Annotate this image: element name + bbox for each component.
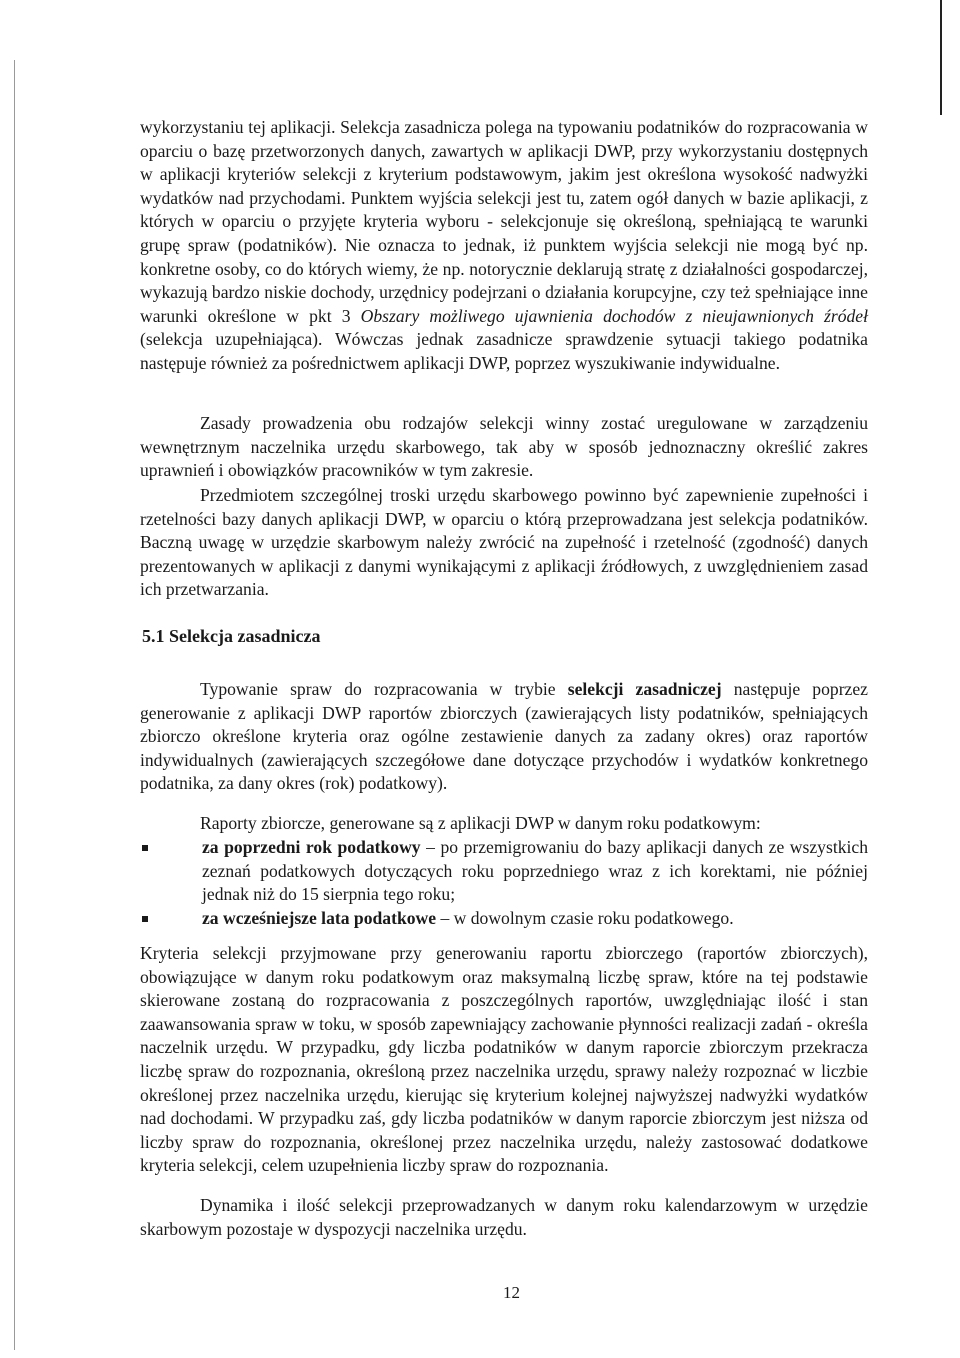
list-item — [140, 836, 868, 907]
section-heading: 5.1 Selekcja zasadnicza — [142, 626, 321, 646]
paragraph-dynamics: Dynamika i ilość selekcji przeprowadzanych w danym roku kalendarzowym w urzędzie skarbowym pozostaje w dyspozycji naczelnika urzędu. — [140, 1195, 868, 1239]
paragraph-database-integrity: Przedmiotem szczególnej troski urzędu skarbowego powinno być zapewnienie zupełności i rzetelności bazy danych aplikacji DWP, w oparciu o którą przeprowadzana jest selekcja podatników. Baczną uwagę w urzędzie skarbowym należy zwrócić na zupełność i rzetelność (zgodność) danych prezentowanych w aplikacji z danymi wynikającymi z aplikacji źródłowych, z uwzględnieniem zasad ich przetwarzania. — [140, 485, 868, 600]
bullet-icon — [142, 916, 148, 922]
list-item-text: – w dowolnym czasie roku podatkowego. — [436, 907, 734, 928]
list-item — [140, 907, 868, 931]
bullet-icon — [142, 845, 148, 851]
page-number: 12 — [503, 1283, 520, 1302]
emphasis-term: selekcji zasadniczej — [567, 679, 722, 699]
section-reference: Obszary możliwego ujawnienia dochodów z nieujawnionych źródeł — [360, 305, 868, 326]
paragraph-rules: Zasady prowadzenia obu rodzajów selekcji winny zostać uregulowane w zarządzeniu wewnętrznym naczelnika urzędu skarbowego, tak aby w sposób jednoznaczny określić zakres uprawnień i obowiązków pracowników w tym zakresie. — [140, 413, 868, 481]
paragraph-selection-intro — [140, 116, 868, 376]
paragraph-selection-criteria: Kryteria selekcji przyjmowane przy generowaniu raportu zbiorczego (raportów zbiorczych), obowiązujące w danym roku podatkowym oraz maksymalną liczbę spraw, które na tej podstawie skierowane zostaną do rozpracowania z poszczególnych raportów, uwzględniając ilość i stan zaawansowania spraw w toku, w sposób zapewniający zachowanie płynności realizacji zadań - określa naczelnik urzędu. W przypadku, gdy liczba podatników w danym raporcie zbiorczym przekracza liczbę spraw do rozpoznania, określoną przez naczelnika urzędu, sprawy należy rozpoznać w liczbie określonej przez naczelnika urzędu, kierując się kryterium kolejnej najwyższej nadwyżki wydatków nad dochodami. W przypadku zaś, gdy liczba podatników w danym raporcie zbiorczym jest niższa od liczby spraw do rozpoznania, określonej przez naczelnika urzędu, należy zastosować dodatkowe kryteria selekcji, celem uzupełnienia liczby spraw do rozpoznania. — [140, 943, 868, 1176]
paragraph-text: Typowanie spraw do rozpracowania w trybie — [200, 679, 568, 699]
reports-bullet-list — [140, 836, 868, 930]
paragraph-text: następuje poprzez generowanie z aplikacji DWP raportów zbiorczych (zawierających listy podatników, spełniających zbiorczo określone kryteria oraz ogólne zestawienie danych za zadany okres) oraz raportów indywidualnych (zawierających szczegółowe dane dotyczące przychodów i wydatków konkretnego podatnika, za dany okres (rok) podatkowy). — [140, 679, 868, 794]
paragraph-reports-intro: Raporty zbiorcze, generowane są z aplikacji DWP w danym roku podatkowym: — [200, 813, 761, 833]
scan-edge-right — [940, 0, 942, 115]
paragraph-text: (selekcja uzupełniająca). Wówczas jednak zasadnicze sprawdzenie sytuacji takiego podatnika następuje również za pośrednictwem aplikacji DWP, poprzez wyszukiwanie indywidualne. — [140, 329, 868, 373]
scan-edge-left — [14, 60, 15, 1350]
list-item-term: za wcześniejsze lata podatkowe — [202, 907, 437, 928]
list-item-term: za poprzedni rok podatkowy — [202, 837, 421, 857]
paragraph-typing-procedure — [140, 678, 868, 796]
list-item-text: – po przemigrowaniu do bazy aplikacji danych ze wszystkich zeznań podatkowych dotyczących roku poprzedniego wraz z ich korektami, nie później jednak niż do 15 sierpnia tego roku; — [202, 837, 868, 905]
paragraph-text: wykorzystaniu tej aplikacji. Selekcja zasadnicza polega na typowaniu podatników do rozpracowania w oparciu o bazę przetworzonych danych, zawartych w aplikacji DWP, przy wykorzystaniu dostępnych w aplikacji kryteriów selekcji z kryterium podstawowym, jakim jest określona wysokość nadwyżki wydatków nad przychodami. Punktem wyjścia selekcji jest tu, zatem ogół danych w bazie aplikacji, z których w oparciu o przyjęte kryteria wyboru - selekcjonuje się określoną, spełniającą te warunki grupę spraw (podatników). Nie oznacza to jednak, iż punktem wyjścia selekcji nie mogą być np. konkretne osoby, co do których wiemy, że np. notorycznie deklarują stratę z działalności gospodarczej, wykazują bardzo niskie dochody, urzędnicy podejrzani o działania korupcyjne, czy też spełniające inne warunki określone w pkt 3 — [140, 117, 868, 326]
